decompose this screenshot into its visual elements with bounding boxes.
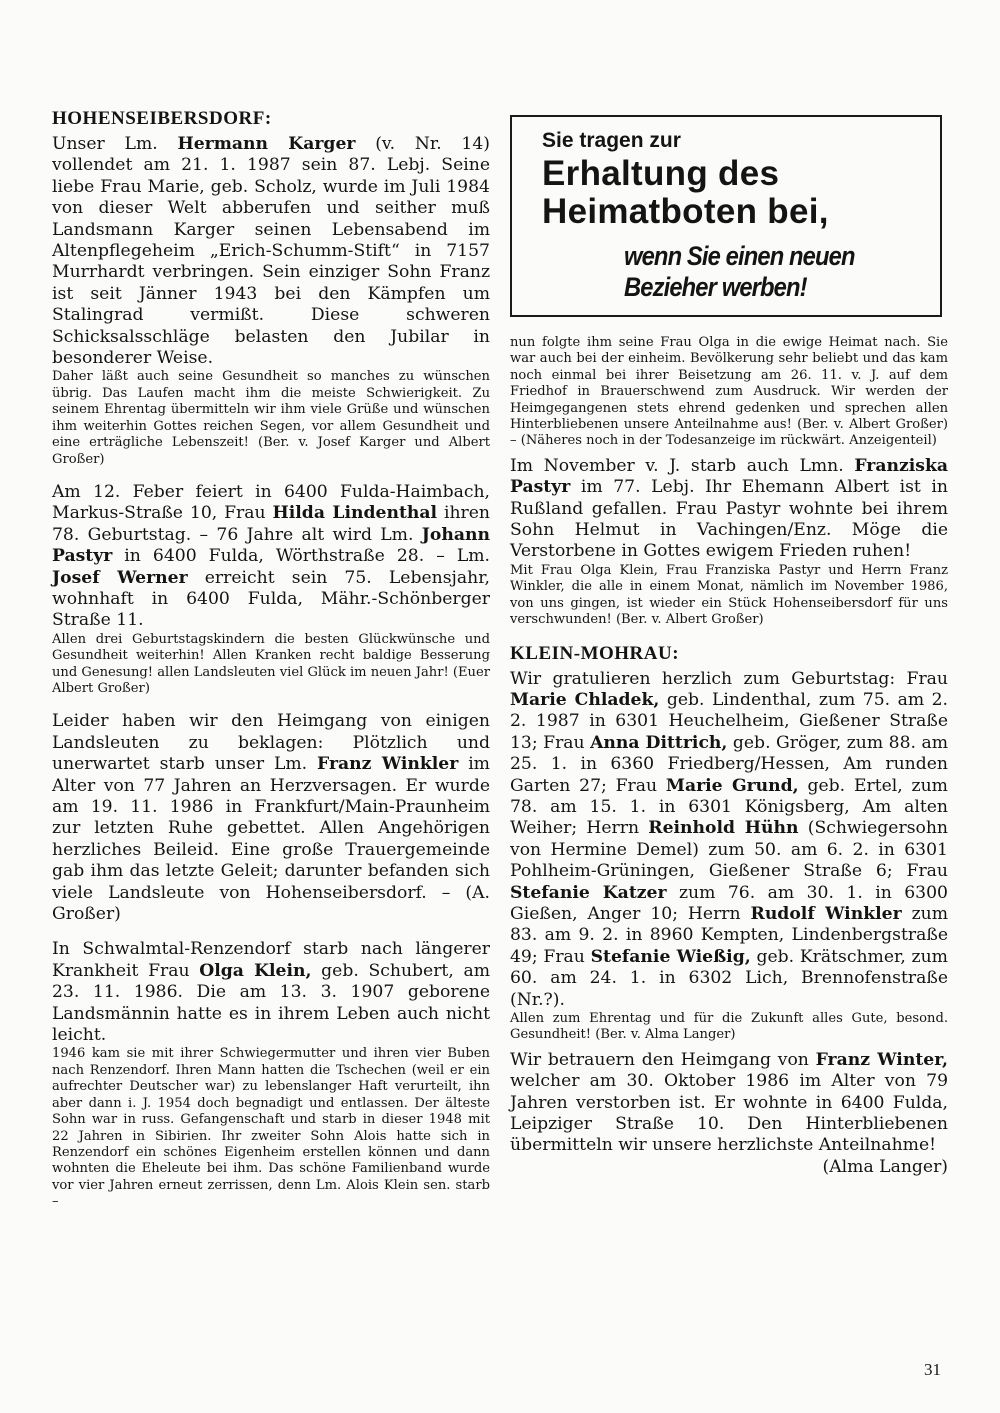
name-highlight: Franziska Pastyr xyxy=(510,455,948,498)
ad-cta-line2: Bezieher werben! xyxy=(624,272,807,302)
ad-call-to-action xyxy=(624,241,855,303)
name-highlight: Hilda Lindenthal xyxy=(272,503,438,524)
article-karger: Unser Lm. Hermann Karger (v. Nr. 14) vollendet am 21. 1. 1987 sein 87. Lebj. Seine liebe Frau Marie, geb. Scholz, wurde im Juli 1984 von dieser Welt abberufen und seither muß Landsmann Karger seinen Lebensabend im Altenpflegeheim „Erich-Schumm-Stift“ in 7157 Murrhardt verbringen. Sein einziger Sohn Franz ist seit Jänner 1943 bei den Kämpfen um Stalingrad vermißt. Diese schweren Schicksalsschläge belasten den Jubilar in besonderer Weise. xyxy=(52,134,490,369)
article-november-losses: Mit Frau Olga Klein, Frau Franziska Pastyr und Herrn Franz Winkler, die alle in einem Monat, nämlich im November 1986, von uns gingen, ist wieder ein Stück Hohenseibersdorf für uns verschwunden! (Ber. v. Albert Großer) xyxy=(510,562,948,628)
article-klein-mohrau-greetings: Allen zum Ehrentag und für die Zukunft alles Gute, besond. Gesundheit! (Ber. v. Alma Langer) xyxy=(510,1011,948,1043)
ad-headline-line1: Erhaltung des xyxy=(542,154,780,193)
name-highlight: Hermann Karger xyxy=(177,134,356,154)
ad-headline xyxy=(542,155,829,231)
name-highlight: Anna Dittrich, xyxy=(590,732,728,753)
name-highlight: Josef Werner xyxy=(52,567,188,588)
right-column xyxy=(510,335,948,1178)
name-highlight: Franz Winkler xyxy=(317,754,459,775)
article-karger-detail: Daher läßt auch seine Gesundheit so manches zu wünschen übrig. Das Laufen macht ihm die meiste Schwierigkeit. Zu seinem Ehrentag übermitteln wir ihm viele Grüße und wünschen ihm weiterhin Gottes reichen Segen, vor allem Gesundheit und eine erträgliche Lebenszeit! (Ber. v. Josef Karger und Albert Großer) xyxy=(52,369,490,467)
name-highlight: Olga Klein, xyxy=(199,960,312,981)
subscription-ad-box xyxy=(510,115,942,317)
article-klein-continued: nun folgte ihm seine Frau Olga in die ewige Heimat nach. Sie war auch bei der einheim. Bevölkerung sehr beliebt und das kam noch einmal bei ihrer Beisetzung am 26. 11. v. J. auf dem Friedhof in Brauerschwend zum Ausdruck. Wir werden der Heimgegangenen stets ehrend gedenken und sprechen allen Hinterbliebenen unsere Anteilnahme aus! (Ber. v. Albert Großer) – (Näheres noch in der Todesanzeige im rückwärt. Anzeigenteil) xyxy=(510,335,948,449)
article-klein-detail: 1946 kam sie mit ihrer Schwiegermutter und ihren vier Buben nach Renzendorf. Ihren Mann hatten die Tschechen (weil er ein aufrechter Deutscher war) zu lebenslanger Haft verurteilt, ihn aber dann i. J. 1954 doch begnadigt und entlassen. Der älteste Sohn war in russ. Gefangenschaft und starb in dieser 1948 mit 22 Jahren in Sibirien. Ihr zweiter Sohn Alois hatte sich in Renzendorf ein schönes Eigenheim erstellen können und dann wohnten die Eheleute bei ihm. Das schöne Familienband wurde vor vier Jahren erneut zerrissen, denn Lm. Alois Klein sen. starb – xyxy=(52,1046,490,1210)
name-highlight: Marie Grund, xyxy=(665,775,799,796)
section-heading-klein-mohrau: KLEIN-MOHRAU: xyxy=(510,642,680,664)
name-highlight: Reinhold Hühn xyxy=(648,818,799,839)
name-highlight: Franz Winter, xyxy=(815,1049,948,1070)
ad-cta-line1: wenn Sie einen neuen xyxy=(624,241,855,271)
article-birthdays: Am 12. Feber feiert in 6400 Fulda-Haimbach, Markus-Straße 10, Frau Hilda Lindenthal ihren 78. Geburtstag. – 76 Jahre alt wird Lm. Johann Pastyr in 6400 Fulda, Wörthstraße 28. – Lm. Josef Werner erreicht sein 75. Lebensjahr, wohnhaft in 6400 Fulda, Mähr.-Schönberger Straße 11. xyxy=(52,481,490,631)
article-pastyr-obituary: Im November v. J. starb auch Lmn. Franziska Pastyr im 77. Lebj. Ihr Ehemann Albert ist in Rußland gefallen. Frau Pastyr wohnte bei ihrem Sohn Helmut in Vachingen/Enz. Möge die Verstorbene in Gottes ewigem Frieden ruhen! xyxy=(510,455,948,562)
name-highlight: Stefanie Katzer xyxy=(510,882,667,903)
name-highlight: Johann Pastyr xyxy=(52,524,490,567)
article-birthdays-greetings: Allen drei Geburtstagskindern die besten Glückwünsche und Gesundheit weiterhin! Allen Kranken recht baldige Besserung und Genesung! allen Landsleuten viel Glück im neuen Jahr! (Euer Albert Großer) xyxy=(52,631,490,696)
article-winkler-obituary: Leider haben wir den Heimgang von einigen Landsleuten zu beklagen: Plötzlich und unerwartet starb unser Lm. Franz Winkler im Alter von 77 Jahren an Herzversagen. Er wurde am 19. 11. 1986 in Frankfurt/Main-Praunheim zur letzten Ruhe gebettet. Allen Angehörigen herzliches Beileid. Eine große Trauergemeinde gab ihm das letzte Geleit; darunter befanden sich viele Landsleute von Hohenseibersdorf. – (A. Großer) xyxy=(52,711,490,925)
article-winter-obituary xyxy=(510,1049,948,1177)
ad-headline-line2: Heimatboten bei, xyxy=(542,192,829,231)
article-klein-mohrau-birthdays: Wir gratulieren herzlich zum Geburtstag: Frau Marie Chladek, geb. Lindenthal, zum 75. am 2. 2. 1987 in 6301 Heuchelheim, Gießener Straße 13; Frau Anna Dittrich, geb. Gröger, zum 88. am 25. 1. in 6360 Friedberg/Hessen, Am runden Garten 27; Frau Marie Grund, geb. Ertel, zum 78. am 15. 1. in 6301 Königsberg, Am alten Weiher; Herrn Reinhold Hühn (Schwiegersohn von Hermine Demel) zum 50. am 6. 2. in 6301 Pohlheim-Grüningen, Gießener Straße 6; Frau Stefanie Katzer zum 76. am 30. 1. in 6300 Gießen, Anger 10; Herrn Rudolf Winkler zum 83. am 9. 2. in 8960 Kempten, Lindenbergstraße 49; Frau Stefanie Wießig, geb. Krätschmer, zum 60. am 24. 1. in 6302 Lich, Brennofenstraße (Nr.?). xyxy=(510,668,949,1010)
article-winter-signature: (Alma Langer) xyxy=(822,1156,948,1177)
name-highlight: Stefanie Wießig, xyxy=(590,946,751,967)
section-heading-hohenseibersdorf: HOHENSEIBERSDORF: xyxy=(52,108,272,129)
left-column xyxy=(52,108,490,1211)
article-klein-obituary: In Schwalmtal-Renzendorf starb nach längerer Krankheit Frau Olga Klein, geb. Schubert, am 23. 11. 1986. Die am 13. 3. 1907 geborene Landsmännin hatte es in ihrem Leben auch nicht leicht. xyxy=(52,939,490,1046)
name-highlight: Rudolf Winkler xyxy=(750,903,902,924)
name-highlight: Marie Chladek, xyxy=(510,689,660,710)
page-number: 31 xyxy=(924,1360,941,1379)
ad-intro: Sie tragen zur xyxy=(542,129,681,152)
article-winter-text: Wir betrauern den Heimgang von Franz Winter, welcher am 30. Oktober 1986 im Alter von 79 Jahren verstorben ist. Er wohnte in 6400 Fulda, Leipziger Straße 10. Den Hinterbliebenen übermitteln wir unsere herzlichste Anteilnahme! xyxy=(510,1049,948,1156)
